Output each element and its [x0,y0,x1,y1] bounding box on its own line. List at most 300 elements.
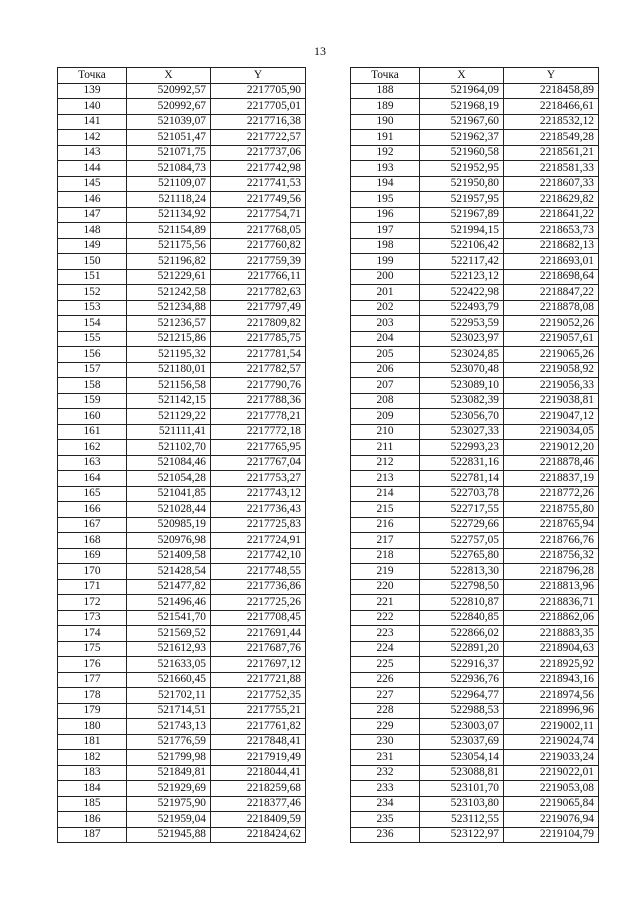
table-row [351,362,599,378]
cell-y: 2217772,18 [211,424,306,440]
cell-x: 521041,85 [127,486,211,502]
cell-x: 522866,02 [420,626,504,642]
table-row [58,331,306,347]
coordinates-table-right [350,67,599,843]
table-row [351,626,599,642]
cell-x: 521134,92 [127,207,211,223]
cell-x: 522988,53 [420,703,504,719]
table-row [58,424,306,440]
cell-point: 139 [58,83,127,99]
table-row [351,595,599,611]
cell-point: 141 [58,114,127,130]
cell-x: 522757,05 [420,533,504,549]
cell-point: 215 [351,502,420,518]
table-row [58,688,306,704]
cell-point: 228 [351,703,420,719]
cell-point: 212 [351,455,420,471]
cell-x: 523023,97 [420,331,504,347]
table-row [58,378,306,394]
table-row [351,316,599,332]
table-body-right [351,83,599,843]
table-row [351,734,599,750]
cell-x: 521967,60 [420,114,504,130]
cell-point: 205 [351,347,420,363]
table-row [351,672,599,688]
cell-y: 2217753,27 [211,471,306,487]
cell-point: 197 [351,223,420,239]
cell-x: 522717,55 [420,502,504,518]
cell-y: 2217761,82 [211,719,306,735]
cell-y: 2217782,57 [211,362,306,378]
cell-x: 521196,82 [127,254,211,270]
cell-y: 2219052,26 [504,316,599,332]
cell-point: 209 [351,409,420,425]
table-row [351,657,599,673]
cell-point: 208 [351,393,420,409]
cell-x: 521849,81 [127,765,211,781]
table-row [58,502,306,518]
cell-y: 2218532,12 [504,114,599,130]
cell-point: 150 [58,254,127,270]
cell-y: 2218765,94 [504,517,599,533]
cell-x: 523112,55 [420,812,504,828]
cell-x: 522798,50 [420,579,504,595]
cell-point: 166 [58,502,127,518]
table-row [351,161,599,177]
cell-x: 520992,57 [127,83,211,99]
cell-y: 2219057,61 [504,331,599,347]
table-row [351,533,599,549]
table-header-row [58,68,306,84]
cell-y: 2218813,96 [504,579,599,595]
cell-y: 2218943,16 [504,672,599,688]
cell-point: 179 [58,703,127,719]
cell-y: 2219034,05 [504,424,599,440]
table-row [351,812,599,828]
cell-y: 2217724,91 [211,533,306,549]
cell-x: 521109,07 [127,176,211,192]
cell-y: 2217691,44 [211,626,306,642]
header-x: X [127,68,211,84]
cell-point: 190 [351,114,420,130]
table-row [351,641,599,657]
table-row [351,750,599,766]
cell-y: 2218883,35 [504,626,599,642]
cell-x: 521142,15 [127,393,211,409]
cell-point: 196 [351,207,420,223]
cell-y: 2219056,33 [504,378,599,394]
table-row [58,812,306,828]
cell-y: 2218772,26 [504,486,599,502]
table-row [351,238,599,254]
cell-point: 236 [351,827,420,843]
cell-x: 522810,87 [420,595,504,611]
table-row [351,176,599,192]
cell-y: 2219076,94 [504,812,599,828]
cell-y: 2219022,01 [504,765,599,781]
table-row [351,378,599,394]
cell-point: 158 [58,378,127,394]
cell-point: 143 [58,145,127,161]
cell-point: 185 [58,796,127,812]
table-row [351,719,599,735]
cell-x: 522936,76 [420,672,504,688]
cell-y: 2217742,98 [211,161,306,177]
cell-point: 160 [58,409,127,425]
header-y: Y [504,68,599,84]
table-row [58,657,306,673]
cell-y: 2218847,22 [504,285,599,301]
cell-y: 2217716,38 [211,114,306,130]
cell-y: 2217790,76 [211,378,306,394]
cell-y: 2217765,95 [211,440,306,456]
table-row [58,579,306,595]
cell-x: 521175,56 [127,238,211,254]
cell-point: 155 [58,331,127,347]
cell-y: 2217767,04 [211,455,306,471]
cell-x: 521799,98 [127,750,211,766]
cell-y: 2218458,89 [504,83,599,99]
cell-point: 204 [351,331,420,347]
cell-x: 522831,16 [420,455,504,471]
cell-y: 2218581,33 [504,161,599,177]
cell-y: 2219033,24 [504,750,599,766]
table-row [58,238,306,254]
cell-point: 202 [351,300,420,316]
cell-point: 168 [58,533,127,549]
cell-point: 233 [351,781,420,797]
cell-y: 2217760,82 [211,238,306,254]
table-header-row [351,68,599,84]
cell-point: 159 [58,393,127,409]
table-row [58,393,306,409]
cell-x: 523122,97 [420,827,504,843]
cell-x: 521541,70 [127,610,211,626]
table-row [58,564,306,580]
cell-point: 193 [351,161,420,177]
cell-x: 521242,58 [127,285,211,301]
cell-y: 2218925,92 [504,657,599,673]
table-row [58,347,306,363]
cell-point: 154 [58,316,127,332]
cell-x: 522953,59 [420,316,504,332]
page-number: 13 [314,44,326,58]
table-row [351,331,599,347]
cell-x: 521960,58 [420,145,504,161]
table-row [58,641,306,657]
cell-point: 231 [351,750,420,766]
cell-point: 142 [58,130,127,146]
cell-x: 522781,14 [420,471,504,487]
cell-y: 2217778,21 [211,409,306,425]
cell-point: 220 [351,579,420,595]
cell-y: 2218466,61 [504,99,599,115]
cell-point: 140 [58,99,127,115]
cell-y: 2217741,53 [211,176,306,192]
header-point: Точка [58,68,127,84]
cell-y: 2218766,76 [504,533,599,549]
cell-y: 2218974,56 [504,688,599,704]
table-row [351,145,599,161]
cell-y: 2219012,20 [504,440,599,456]
table-row [351,285,599,301]
cell-point: 213 [351,471,420,487]
cell-point: 184 [58,781,127,797]
cell-x: 523070,48 [420,362,504,378]
table-row [351,192,599,208]
cell-point: 162 [58,440,127,456]
cell-point: 165 [58,486,127,502]
cell-point: 152 [58,285,127,301]
cell-y: 2218904,63 [504,641,599,657]
cell-point: 223 [351,626,420,642]
cell-x: 521743,13 [127,719,211,735]
cell-y: 2218424,62 [211,827,306,843]
table-row [58,533,306,549]
cell-y: 2217809,82 [211,316,306,332]
table-row [58,130,306,146]
cell-y: 2218996,96 [504,703,599,719]
cell-y: 2218259,68 [211,781,306,797]
table-row [351,424,599,440]
table-body-left [58,83,306,843]
table-row [58,703,306,719]
cell-x: 521180,01 [127,362,211,378]
table-row [58,362,306,378]
cell-point: 217 [351,533,420,549]
table-row [58,765,306,781]
cell-y: 2217754,71 [211,207,306,223]
cell-point: 219 [351,564,420,580]
cell-point: 167 [58,517,127,533]
cell-y: 2219047,12 [504,409,599,425]
cell-y: 2219065,26 [504,347,599,363]
header-x: X [420,68,504,84]
cell-y: 2219002,11 [504,719,599,735]
cell-y: 2217708,45 [211,610,306,626]
cell-y: 2217748,55 [211,564,306,580]
cell-y: 2217737,06 [211,145,306,161]
cell-x: 523082,39 [420,393,504,409]
cell-x: 520976,98 [127,533,211,549]
cell-point: 210 [351,424,420,440]
cell-x: 521702,11 [127,688,211,704]
cell-y: 2218836,71 [504,595,599,611]
table-row [58,269,306,285]
cell-point: 178 [58,688,127,704]
cell-x: 521102,70 [127,440,211,456]
cell-x: 521477,82 [127,579,211,595]
table-row [58,440,306,456]
cell-x: 521236,57 [127,316,211,332]
table-row [351,130,599,146]
cell-y: 2217781,54 [211,347,306,363]
cell-x: 521154,89 [127,223,211,239]
cell-x: 521071,75 [127,145,211,161]
cell-x: 523003,07 [420,719,504,735]
cell-point: 156 [58,347,127,363]
cell-point: 176 [58,657,127,673]
cell-x: 522106,42 [420,238,504,254]
cell-x: 523103,80 [420,796,504,812]
cell-y: 2218561,21 [504,145,599,161]
cell-y: 2217752,35 [211,688,306,704]
table-row [58,114,306,130]
cell-x: 522993,23 [420,440,504,456]
cell-y: 2219058,92 [504,362,599,378]
cell-x: 521234,88 [127,300,211,316]
cell-y: 2218377,46 [211,796,306,812]
cell-x: 521776,59 [127,734,211,750]
cell-x: 521118,24 [127,192,211,208]
cell-point: 206 [351,362,420,378]
cell-y: 2217736,43 [211,502,306,518]
cell-x: 521929,69 [127,781,211,797]
cell-point: 194 [351,176,420,192]
table-row [351,486,599,502]
cell-x: 521215,86 [127,331,211,347]
cell-x: 521496,46 [127,595,211,611]
cell-y: 2217785,75 [211,331,306,347]
cell-point: 232 [351,765,420,781]
cell-y: 2218698,64 [504,269,599,285]
cell-y: 2218653,73 [504,223,599,239]
table-row [351,564,599,580]
table-row [58,161,306,177]
cell-y: 2217759,39 [211,254,306,270]
cell-point: 200 [351,269,420,285]
cell-x: 522813,30 [420,564,504,580]
cell-point: 218 [351,548,420,564]
cell-point: 230 [351,734,420,750]
cell-x: 521229,61 [127,269,211,285]
table-row [58,83,306,99]
cell-point: 174 [58,626,127,642]
cell-point: 221 [351,595,420,611]
cell-point: 187 [58,827,127,843]
cell-x: 521195,32 [127,347,211,363]
cell-point: 198 [351,238,420,254]
cell-point: 170 [58,564,127,580]
cell-x: 523024,85 [420,347,504,363]
cell-point: 181 [58,734,127,750]
table-row [58,719,306,735]
table-row [351,455,599,471]
table-row [58,827,306,843]
table-row [351,207,599,223]
cell-y: 2217743,12 [211,486,306,502]
cell-x: 522729,66 [420,517,504,533]
table-row [351,827,599,843]
table-row [351,703,599,719]
cell-y: 2218682,13 [504,238,599,254]
table-row [58,517,306,533]
cell-y: 2217848,41 [211,734,306,750]
cell-point: 169 [58,548,127,564]
cell-point: 191 [351,130,420,146]
cell-point: 183 [58,765,127,781]
cell-x: 523089,10 [420,378,504,394]
table-row [351,548,599,564]
cell-y: 2219065,84 [504,796,599,812]
table-row [58,750,306,766]
cell-point: 173 [58,610,127,626]
cell-y: 2217766,11 [211,269,306,285]
cell-x: 521156,58 [127,378,211,394]
cell-y: 2219024,74 [504,734,599,750]
cell-y: 2217705,01 [211,99,306,115]
cell-point: 172 [58,595,127,611]
cell-point: 146 [58,192,127,208]
cell-x: 521129,22 [127,409,211,425]
table-row [58,207,306,223]
table-row [351,300,599,316]
cell-x: 523088,81 [420,765,504,781]
table-row [58,796,306,812]
cell-point: 147 [58,207,127,223]
cell-point: 211 [351,440,420,456]
cell-x: 523056,70 [420,409,504,425]
table-row [351,409,599,425]
cell-y: 2219053,08 [504,781,599,797]
table-row [351,765,599,781]
table-row [351,114,599,130]
cell-x: 522117,42 [420,254,504,270]
table-row [58,471,306,487]
cell-y: 2219038,81 [504,393,599,409]
cell-point: 199 [351,254,420,270]
cell-point: 186 [58,812,127,828]
table-row [58,99,306,115]
cell-y: 2217749,56 [211,192,306,208]
cell-x: 521051,47 [127,130,211,146]
cell-y: 2217782,63 [211,285,306,301]
cell-x: 521957,95 [420,192,504,208]
cell-point: 234 [351,796,420,812]
cell-point: 171 [58,579,127,595]
table-row [351,796,599,812]
cell-point: 201 [351,285,420,301]
cell-point: 222 [351,610,420,626]
cell-point: 145 [58,176,127,192]
cell-x: 521964,09 [420,83,504,99]
cell-point: 225 [351,657,420,673]
cell-x: 521962,37 [420,130,504,146]
cell-y: 2219104,79 [504,827,599,843]
cell-y: 2217797,49 [211,300,306,316]
cell-point: 235 [351,812,420,828]
cell-x: 522964,77 [420,688,504,704]
cell-y: 2217742,10 [211,548,306,564]
cell-x: 522703,78 [420,486,504,502]
table-row [351,517,599,533]
cell-y: 2217725,26 [211,595,306,611]
cell-x: 521028,44 [127,502,211,518]
cell-x: 520985,19 [127,517,211,533]
cell-point: 188 [351,83,420,99]
cell-point: 163 [58,455,127,471]
cell-x: 522422,98 [420,285,504,301]
cell-point: 151 [58,269,127,285]
cell-point: 192 [351,145,420,161]
table-row [351,579,599,595]
table-row [351,83,599,99]
cell-x: 521994,15 [420,223,504,239]
cell-point: 216 [351,517,420,533]
header-point: Точка [351,68,420,84]
cell-y: 2217788,36 [211,393,306,409]
cell-y: 2217736,86 [211,579,306,595]
